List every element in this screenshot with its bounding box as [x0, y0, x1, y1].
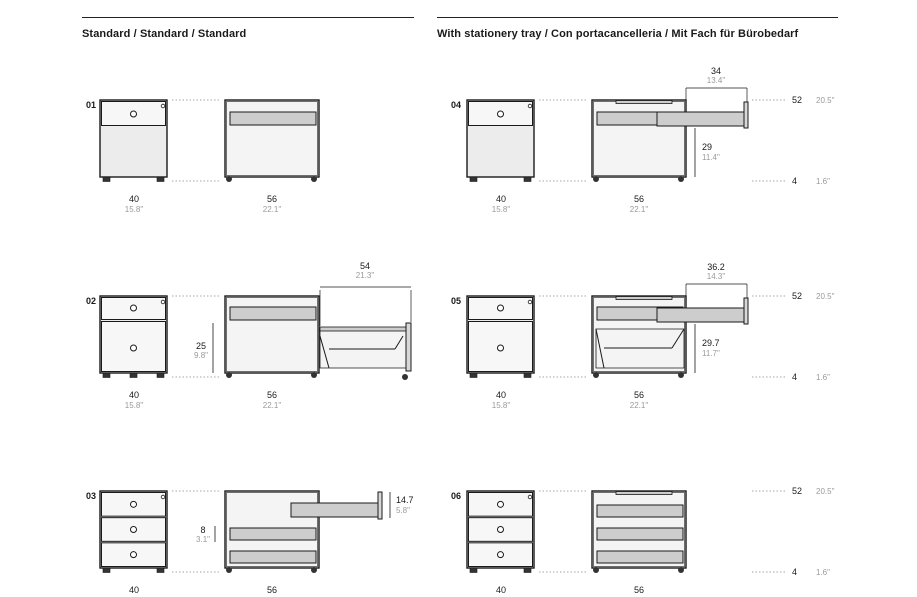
tray-height-inch-label: 11.7": [702, 349, 720, 358]
drawer-side-bar: [597, 505, 683, 517]
height-top-label: 52: [792, 95, 803, 105]
height-top-label: 52: [792, 486, 803, 496]
open-tray-drawer-bar: [657, 112, 745, 126]
unit-number: 04: [451, 100, 462, 110]
drawer-side-bar: [230, 528, 316, 540]
stationery-tray-rail: [616, 297, 672, 300]
depth-label: 56: [633, 194, 645, 204]
drawer-knob: [131, 527, 137, 533]
height-top-label: 52: [792, 291, 803, 301]
caster-wheel: [678, 176, 684, 182]
lock-icon: [161, 495, 165, 499]
depth-label: 56: [633, 390, 645, 400]
drawer-knob: [498, 111, 504, 117]
caster-wheel: [593, 176, 599, 182]
open-tray-drawer-front: [744, 298, 748, 324]
open-drawer-front: [406, 323, 411, 371]
drawer-knob: [498, 345, 504, 351]
unit-number: 01: [86, 100, 97, 110]
caster-wheel: [130, 373, 137, 378]
extension-dim-inch-label: 13.4": [706, 76, 726, 85]
drawer-height-inch-label: 9.8": [194, 351, 208, 360]
width-label: 40: [128, 194, 140, 204]
open-tray-drawer-bar: [657, 308, 745, 322]
height-bottom-label: 4: [792, 372, 798, 382]
caster-wheel: [311, 567, 317, 573]
depth-label: 56: [633, 585, 645, 595]
lock-icon: [161, 104, 165, 108]
height-bottom-inch-label: 1.6": [816, 177, 830, 186]
depth-inch-label: 22.1": [262, 205, 282, 214]
drawer-height-label: 25: [195, 341, 207, 351]
drawer-knob: [131, 552, 137, 558]
caster-wheel: [103, 177, 110, 182]
width-label: 40: [495, 390, 507, 400]
caster-wheel: [226, 372, 232, 378]
caster-wheel: [524, 568, 531, 573]
lock-icon: [528, 300, 532, 304]
width-inch-label: 15.8": [491, 205, 511, 214]
drawer-side-bar: [230, 112, 316, 125]
caster-wheel: [311, 176, 317, 182]
height-top-inch-label: 20.5": [816, 487, 835, 496]
caster-wheel: [593, 372, 599, 378]
width-inch-label: 15.8": [491, 401, 511, 410]
drawer-side-bar: [597, 551, 683, 563]
caster-wheel: [593, 567, 599, 573]
left-section-title: Standard / Standard / Standard: [82, 28, 247, 40]
drawer-knob: [498, 501, 504, 507]
lock-icon: [161, 300, 165, 304]
unit-number: 06: [451, 491, 462, 501]
right-section-title: With stationery tray / Con portacancelleria / Mit Fach für Bürobedarf: [437, 28, 799, 40]
width-label: 40: [495, 194, 507, 204]
caster-wheel: [311, 372, 317, 378]
drawer-gap-inch-label: 3.1": [196, 535, 210, 544]
caster-wheel: [103, 568, 110, 573]
caster-wheel: [157, 568, 164, 573]
width-label: 40: [128, 390, 140, 400]
caster-wheel: [103, 373, 110, 378]
drawer-knob: [131, 501, 137, 507]
caster-wheel: [470, 373, 477, 378]
extension-dim-label: 34: [710, 66, 722, 76]
depth-inch-label: 22.1": [629, 205, 649, 214]
caster-wheel: [157, 373, 164, 378]
caster-wheel: [470, 568, 477, 573]
drawer-side-bar: [230, 551, 316, 563]
tray-height-label: 29: [702, 142, 713, 152]
height-top-inch-label: 20.5": [816, 96, 835, 105]
height-bottom-label: 4: [792, 176, 798, 186]
lock-icon: [528, 495, 532, 499]
height-bottom-label: 4: [792, 567, 798, 577]
caster-wheel: [524, 177, 531, 182]
caster-wheel: [678, 372, 684, 378]
depth-inch-label: 22.1": [262, 401, 282, 410]
extension-dim-label: 54: [359, 261, 371, 271]
drawer-knob: [131, 111, 137, 117]
caster-wheel: [157, 177, 164, 182]
caster-wheel: [678, 567, 684, 573]
support-wheel: [402, 374, 408, 380]
extension-dim-inch-label: 21.3": [355, 271, 375, 280]
height-top-inch-label: 20.5": [816, 292, 835, 301]
open-drawer-side-bar: [291, 503, 379, 517]
caster-wheel: [226, 176, 232, 182]
unit-number: 05: [451, 296, 462, 306]
unit-number: 02: [86, 296, 97, 306]
depth-label: 56: [266, 585, 278, 595]
height-bottom-inch-label: 1.6": [816, 373, 830, 382]
drawer-gap-label: 8: [200, 525, 206, 535]
unit-number: 03: [86, 491, 97, 501]
drawer-knob: [131, 305, 137, 311]
stationery-tray-rail: [616, 492, 672, 495]
tray-height-inch-label: 11.4": [702, 153, 720, 162]
lock-icon: [528, 104, 532, 108]
drawer-knob: [498, 552, 504, 558]
tray-height-label: 29.7: [702, 338, 720, 348]
extension-dim-label: 36.2: [707, 262, 725, 272]
open-drawer-top-rail: [320, 327, 408, 331]
open-drawer-front: [378, 492, 382, 519]
width-label: 40: [128, 585, 140, 595]
stationery-tray-rail: [616, 101, 672, 104]
open-tray-drawer-front: [744, 102, 748, 128]
drawer-knob: [131, 345, 137, 351]
depth-label: 56: [266, 390, 278, 400]
drawer-knob: [498, 305, 504, 311]
depth-inch-label: 22.1": [629, 401, 649, 410]
drawer-side-bar: [597, 528, 683, 540]
extension-dim-inch-label: 14.3": [706, 272, 726, 281]
height-bottom-inch-label: 1.6": [816, 568, 830, 577]
drawer-height-label: 14.7: [396, 495, 414, 505]
width-inch-label: 15.8": [124, 205, 144, 214]
drawer-knob: [498, 527, 504, 533]
width-label: 40: [495, 585, 507, 595]
depth-label: 56: [266, 194, 278, 204]
caster-wheel: [470, 177, 477, 182]
width-inch-label: 15.8": [124, 401, 144, 410]
caster-wheel: [524, 373, 531, 378]
drawer-side-bar: [230, 307, 316, 320]
caster-wheel: [226, 567, 232, 573]
drawer-height-inch-label: 5.8": [396, 506, 410, 515]
